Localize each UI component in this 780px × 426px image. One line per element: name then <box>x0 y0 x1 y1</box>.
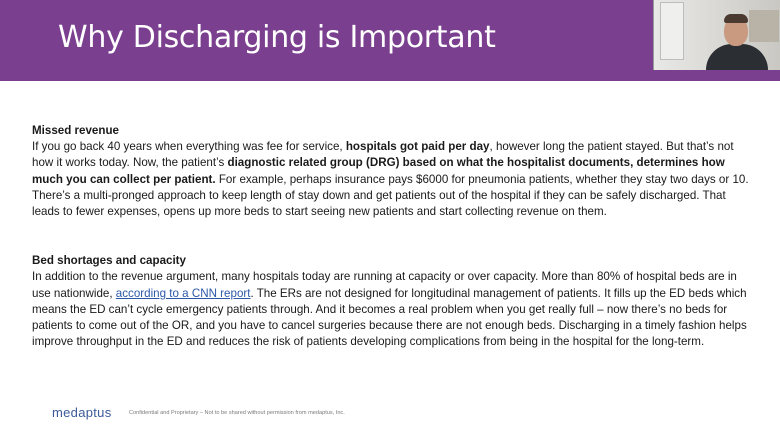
slide-title: Why Discharging is Important <box>58 20 496 55</box>
bed-shortages-paragraph <box>32 269 752 350</box>
missed-revenue-paragraph-2: There’s a multi-pronged approach to keep length of stay down and get patients out of the hospital if they can be safely discharged. That leads to fewer expenses, opens up more beds to start seeing new patients and start collecting revenue on them. <box>32 188 726 219</box>
video-shelf <box>749 10 779 42</box>
slide-body <box>32 123 752 350</box>
presenter-hair <box>724 14 748 23</box>
video-door <box>660 2 684 60</box>
text-run: If you go back 40 years when everything was fee for service, <box>32 140 346 154</box>
webcam-video-thumbnail[interactable] <box>653 0 780 70</box>
text-run: . The ERs are not designed for longitudinal management of patients. It fills up the ED beds which means the ED can’t cycle emergency patients through. And it becomes a real problem when you get really full – now there’s no beds for patients to come out of the OR, and you have to cancel surgeries because there are not enough beds. Discharging in a timely fashion helps improve throughput in the ED and reduces the risk of patients developing complications from being in the hospital for the long-term. <box>32 286 747 349</box>
cnn-report-link[interactable]: according to a CNN report <box>115 286 251 300</box>
section-heading-missed-revenue: Missed revenue <box>32 124 119 137</box>
bold-text-run: hospitals got paid per day <box>345 140 490 154</box>
medaptus-logo: medaptus <box>52 405 112 420</box>
section-spacer <box>32 220 752 253</box>
text-run: , however long the patient stayed. But that’s not how it works today. Now, the patient’s <box>32 140 734 170</box>
missed-revenue-paragraph-1 <box>32 139 752 188</box>
confidentiality-note: Confidential and Proprietary – Not to be shared without permission from medaptus, Inc. <box>129 410 345 416</box>
bold-text-run: diagnostic related group (DRG) based on what the hospitalist documents, determines how much you can collect per patient. <box>32 156 725 186</box>
text-run: For example, perhaps insurance pays $6000 for pneumonia patients, whether they stay two days or 10. <box>215 172 749 186</box>
section-heading-bed-shortages: Bed shortages and capacity <box>32 254 186 268</box>
text-run: In addition to the revenue argument, many hospitals today are running at capacity or over capacity. More than 80% of hospital beds are in use nationwide, <box>32 270 737 300</box>
